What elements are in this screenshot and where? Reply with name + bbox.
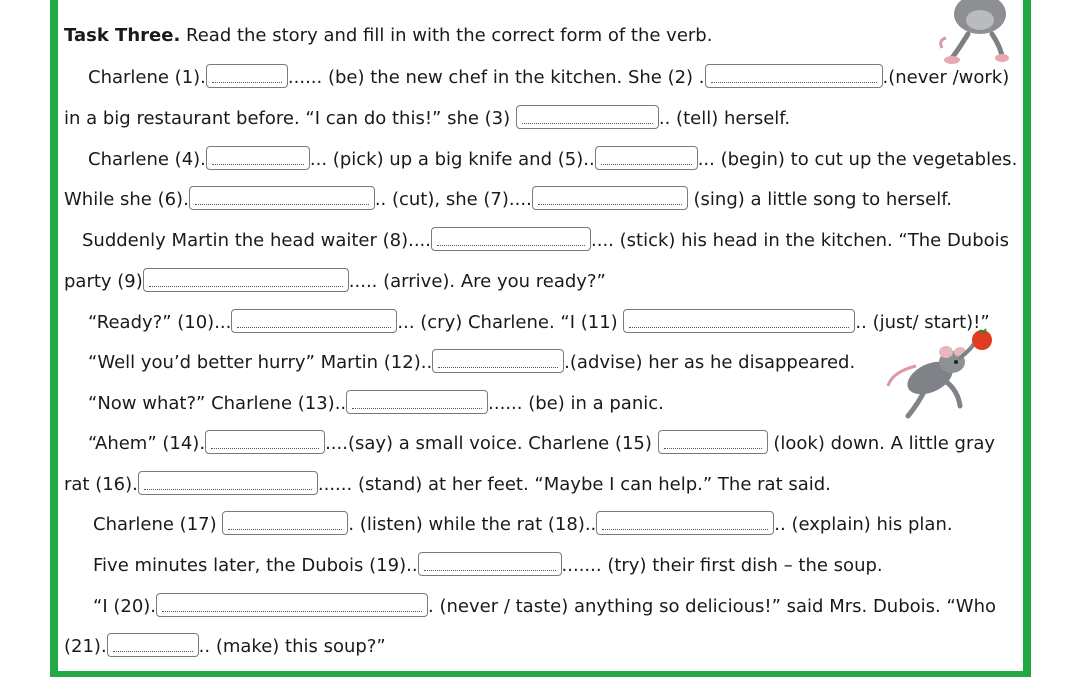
- story-line: [64, 471, 831, 497]
- answer-blank-2[interactable]: [705, 64, 883, 88]
- story-text-fragment: .. (explain) his plan.: [774, 514, 953, 535]
- story-text-fragment: Five minutes later, the Dubois (19)..: [93, 555, 418, 576]
- answer-blank-12[interactable]: [432, 349, 564, 373]
- story-text-fragment: (look) down. A little gray: [767, 433, 996, 454]
- story-text-fragment: “Well you’d better hurry” Martin (12)..: [88, 352, 433, 373]
- story-text-fragment: .(never /work): [882, 67, 1010, 88]
- story-text-fragment: ...... (stand) at her feet. “Maybe I can help.” The rat said.: [317, 474, 831, 495]
- story-line: [88, 146, 1017, 172]
- story-text-fragment: .(advise) her as he disappeared.: [564, 352, 856, 373]
- answer-blank-10[interactable]: [231, 309, 397, 333]
- story-line: [93, 552, 883, 578]
- answer-blank-3[interactable]: [516, 105, 659, 129]
- story-text-fragment: ... (cry) Charlene. “I (11): [397, 312, 624, 333]
- story-line: [88, 390, 664, 416]
- story-text-fragment: ....(say) a small voice. Charlene (15): [325, 433, 658, 454]
- story-line: [93, 511, 953, 537]
- story-text-fragment: .... (stick) his head in the kitchen. “The Dubois: [591, 230, 1010, 251]
- story-line: [82, 227, 1009, 253]
- story-line: [64, 268, 606, 294]
- story-text-fragment: “Ready?” (10)...: [88, 312, 232, 333]
- answer-blank-19[interactable]: [418, 552, 562, 576]
- answer-blank-8[interactable]: [431, 227, 591, 251]
- story-line: [88, 349, 855, 375]
- answer-blank-20[interactable]: [156, 593, 428, 617]
- story-text-fragment: (sing) a little song to herself.: [687, 189, 952, 210]
- story-text-fragment: While she (6).: [64, 189, 189, 210]
- story-text-fragment: . (listen) while the rat (18)..: [348, 514, 597, 535]
- answer-blank-9[interactable]: [143, 268, 349, 292]
- story-text-fragment: ...... (be) the new chef in the kitchen. She (2) .: [287, 67, 705, 88]
- story-text-fragment: “I (20).: [93, 596, 157, 617]
- story-text-fragment: Charlene (1).: [88, 67, 206, 88]
- story-text-fragment: . (never / taste) anything so delicious!” said Mrs. Dubois. “Who: [428, 596, 997, 617]
- answer-blank-18[interactable]: [596, 511, 774, 535]
- story-text-fragment: .. (just/ start)!”: [855, 312, 990, 333]
- task-heading: Task Three.: [64, 25, 181, 46]
- answer-blank-7[interactable]: [532, 186, 688, 210]
- page-border-bottom: [50, 671, 1031, 677]
- page-border-right: [1023, 0, 1031, 677]
- story-text-fragment: (21).: [64, 636, 107, 657]
- story-line: [88, 309, 990, 335]
- story-line: [64, 186, 952, 212]
- story-text-fragment: Charlene (4).: [88, 149, 206, 170]
- answer-blank-11[interactable]: [623, 309, 855, 333]
- story-text-fragment: Charlene (17): [93, 514, 223, 535]
- story-text-fragment: .. (make) this soup?”: [198, 636, 386, 657]
- story-line: [64, 105, 790, 131]
- story-text-fragment: “Ahem” (14).: [88, 433, 206, 454]
- story-line: [88, 64, 1009, 90]
- story-text-fragment: “Now what?” Charlene (13)..: [88, 393, 347, 414]
- story-text-fragment: ..... (arrive). Are you ready?”: [348, 271, 606, 292]
- story-line: [64, 633, 386, 659]
- story-text-fragment: party (9): [64, 271, 143, 292]
- story-text-fragment: ... (pick) up a big knife and (5)..: [309, 149, 595, 170]
- page-border-left: [50, 0, 58, 677]
- answer-blank-13[interactable]: [346, 390, 488, 414]
- answer-blank-6[interactable]: [189, 186, 375, 210]
- story-text-fragment: Suddenly Martin the head waiter (8)....: [82, 230, 432, 251]
- story-text-fragment: ... (begin) to cut up the vegetables.: [697, 149, 1018, 170]
- answer-blank-16[interactable]: [138, 471, 318, 495]
- answer-blank-14[interactable]: [205, 430, 325, 454]
- task-instruction: Read the story and fill in with the correct form of the verb.: [186, 25, 713, 46]
- answer-blank-5[interactable]: [595, 146, 698, 170]
- answer-blank-21[interactable]: [107, 633, 199, 657]
- answer-blank-4[interactable]: [206, 146, 310, 170]
- story-text-fragment: .. (cut), she (7)....: [374, 189, 532, 210]
- answer-blank-17[interactable]: [222, 511, 348, 535]
- rat-chef-illustration: [938, 0, 1018, 72]
- answer-blank-1[interactable]: [206, 64, 288, 88]
- story-text-fragment: ....... (try) their first dish – the soup.: [561, 555, 883, 576]
- story-text-fragment: in a big restaurant before. “I can do this!” she (3): [64, 108, 516, 129]
- answer-blank-15[interactable]: [658, 430, 768, 454]
- story-line: [93, 593, 996, 619]
- task-header-line: [64, 24, 712, 48]
- story-text-fragment: .. (tell) herself.: [658, 108, 791, 129]
- story-text-fragment: ...... (be) in a panic.: [488, 393, 664, 414]
- story-text-fragment: rat (16).: [64, 474, 138, 495]
- rat-holding-tomato-illustration: [886, 326, 998, 424]
- story-line: [88, 430, 995, 456]
